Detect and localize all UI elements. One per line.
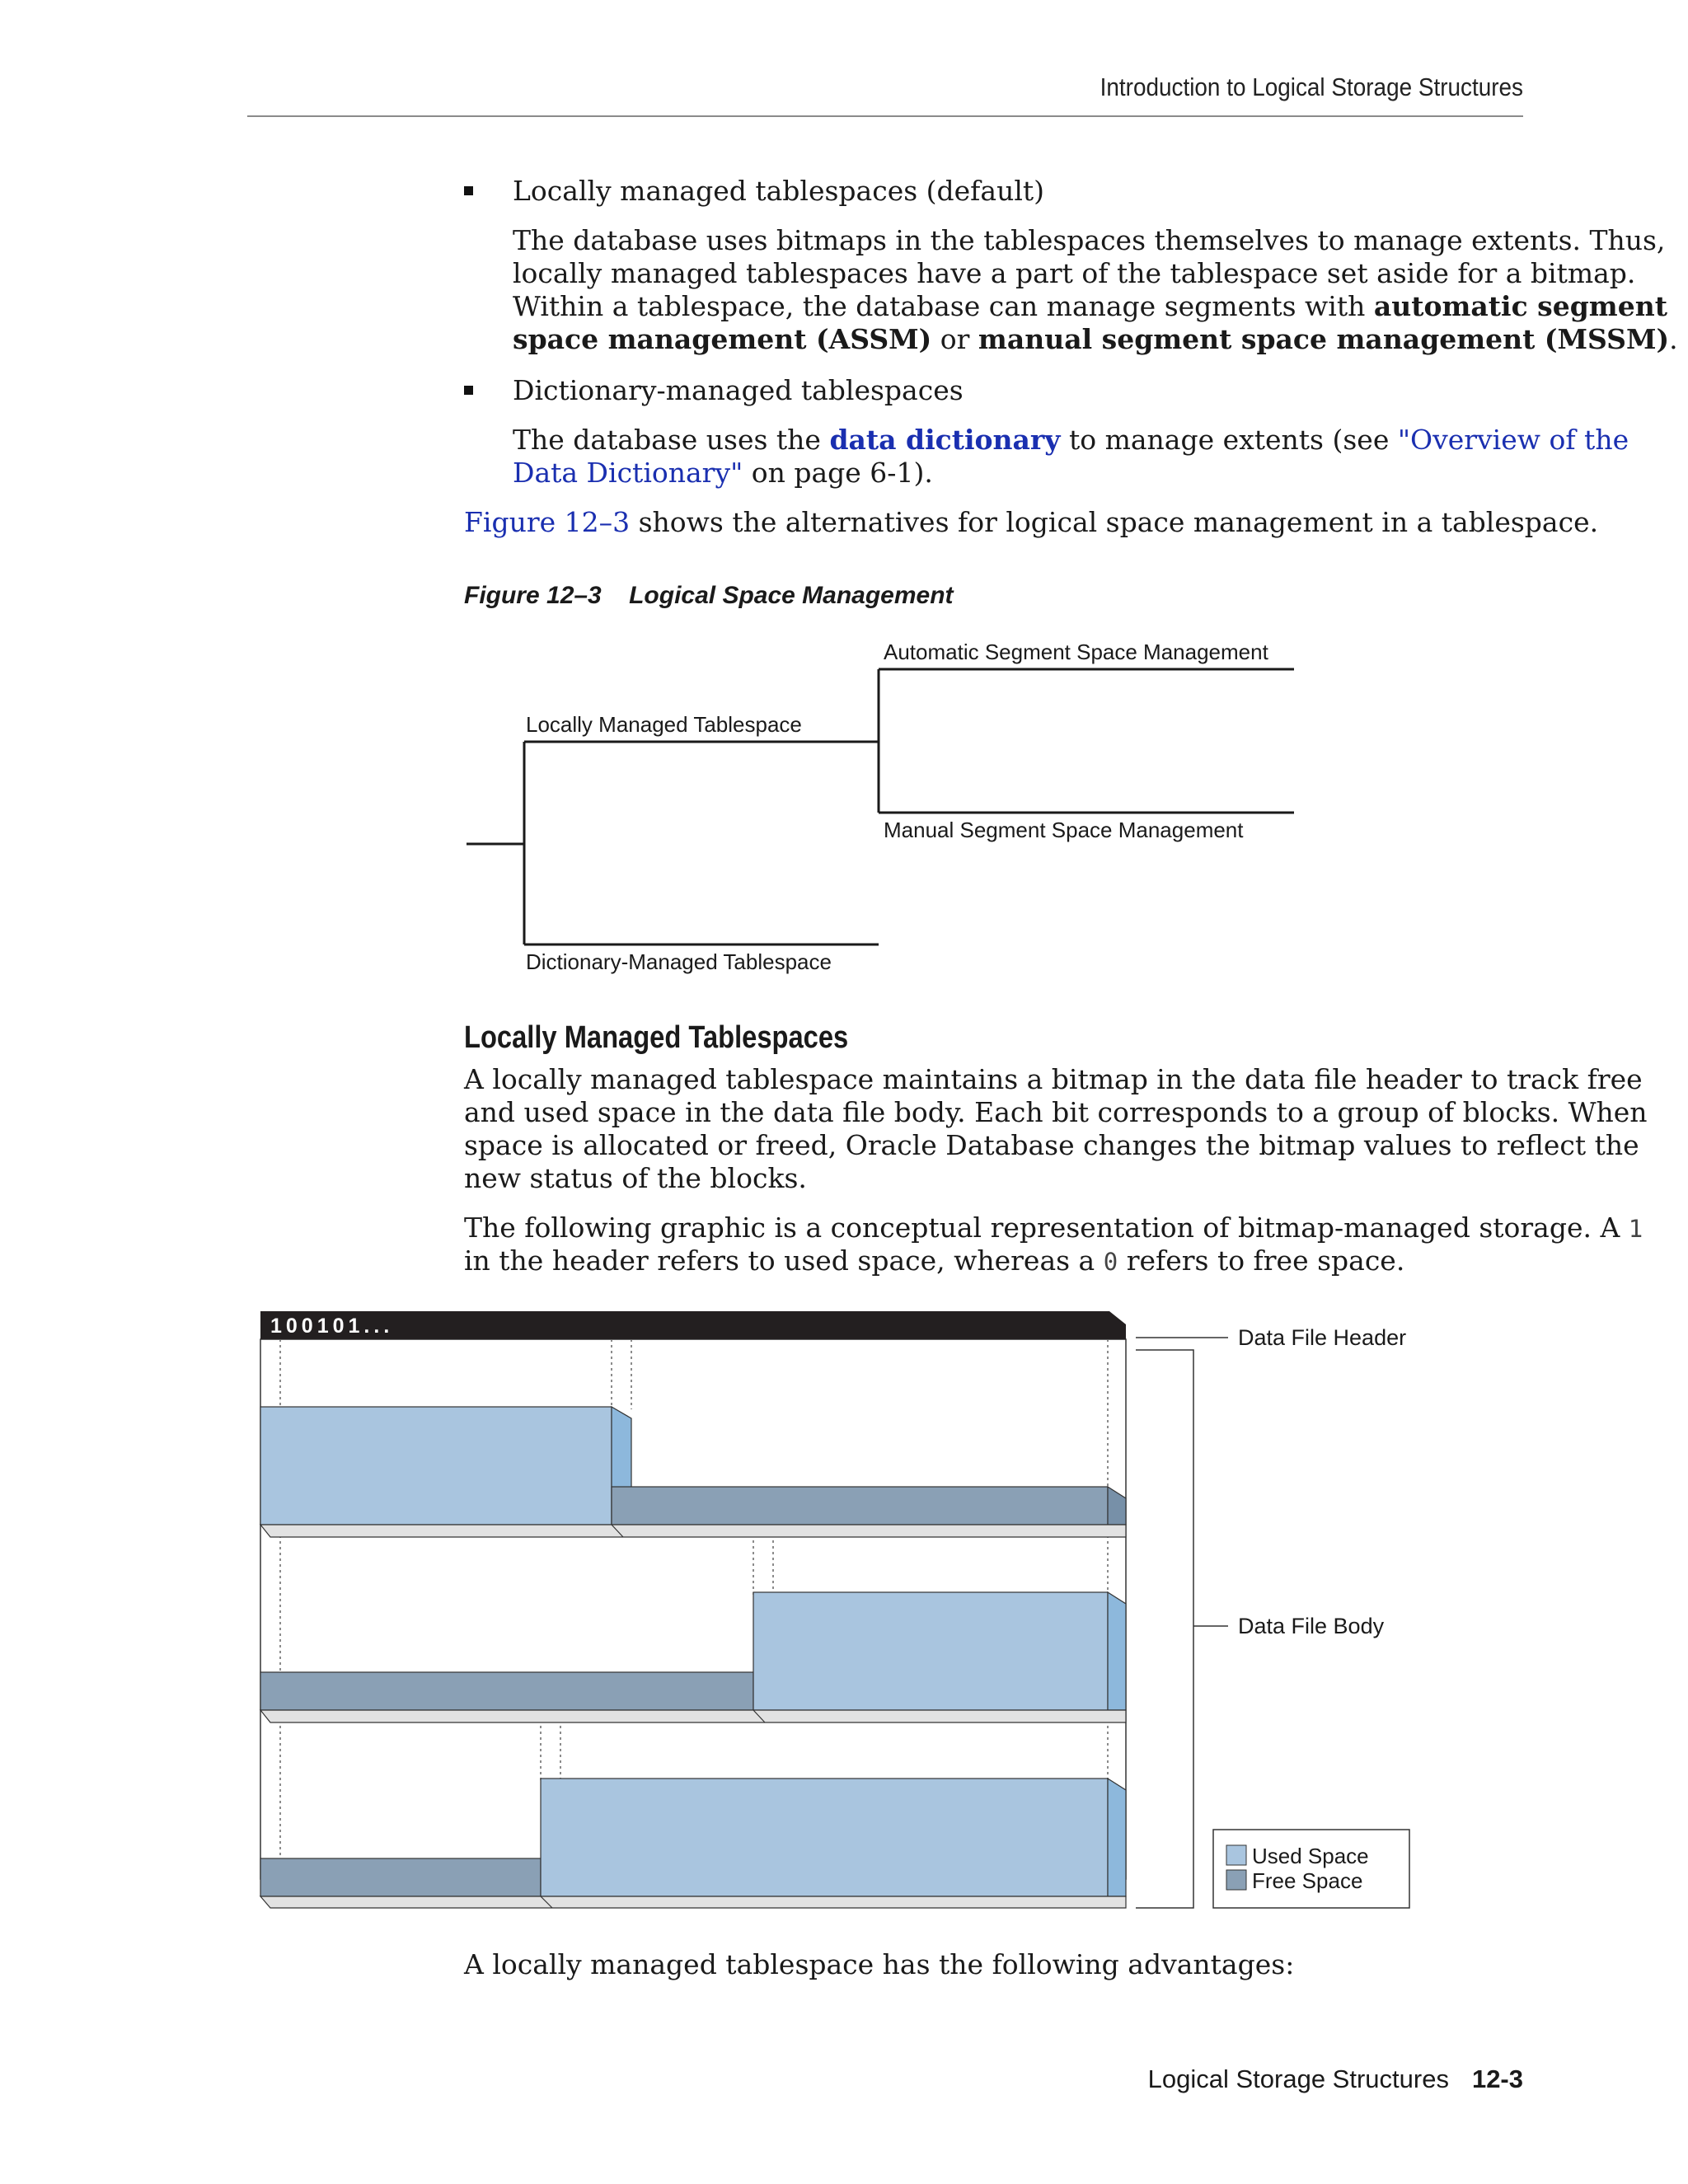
bitmap-value: 100101... — [270, 1315, 394, 1338]
body-text: on page 6-1). — [743, 457, 933, 489]
dmt-label: Dictionary-Managed Tablespace — [526, 949, 832, 974]
paragraph-line: A locally managed tablespace maintains a bitmap in the data file header to track free — [464, 1063, 1643, 1095]
body-text: in the header refers to used space, whereas a — [464, 1244, 1104, 1277]
used-space-block — [753, 1592, 1108, 1710]
data-dictionary-link[interactable]: data dictionary — [829, 424, 1061, 456]
list-item-body-line — [513, 290, 1667, 323]
section-floor — [260, 1525, 1126, 1537]
term-assm-bold: automatic segment — [1373, 290, 1667, 322]
used-space-block — [260, 1407, 612, 1525]
bullet-marker — [464, 386, 473, 395]
section-floor — [260, 1710, 1126, 1722]
assm-label: Automatic Segment Space Management — [884, 640, 1268, 664]
page-footer — [0, 2064, 1523, 2094]
used-space-block-side — [1108, 1779, 1126, 1896]
free-space-block — [612, 1487, 1108, 1525]
list-item-body-line — [513, 323, 1678, 356]
term-assm-bold: space management (ASSM) — [513, 323, 932, 355]
header-rule — [247, 115, 1523, 117]
section-floor — [260, 1896, 1126, 1908]
figure-caption — [464, 582, 954, 610]
paragraph-line — [464, 1244, 1404, 1278]
lmt-label: Locally Managed Tablespace — [526, 712, 802, 737]
body-text: Within a tablespace, the database can manage segments with — [513, 290, 1374, 322]
bitmap-storage-diagram — [247, 1306, 1418, 1916]
bullet-marker — [464, 186, 473, 195]
legend-free-swatch — [1226, 1870, 1246, 1890]
body-text: shows the alternatives for logical space management in a tablespace. — [630, 506, 1599, 538]
body-bracket — [1136, 1350, 1193, 1908]
used-space-block-side — [1108, 1592, 1126, 1710]
list-item-body-line: The database uses bitmaps in the tablespaces themselves to manage extents. Thus, — [513, 224, 1666, 256]
overview-data-dictionary-link[interactable]: "Overview of the — [1397, 424, 1629, 456]
figure-title: Logical Space Management — [629, 582, 954, 609]
figure-reference-paragraph — [464, 506, 1598, 539]
list-item-body-line — [513, 424, 1629, 457]
data-file-body-label: Data File Body — [1238, 1614, 1385, 1638]
page-number: 12-3 — [1471, 2064, 1523, 2093]
paragraph-line — [464, 1212, 1643, 1245]
body-text: to manage extents (see — [1060, 424, 1398, 456]
used-space-block — [541, 1779, 1108, 1896]
list-item-title: Dictionary-managed tablespaces — [513, 374, 964, 406]
figure-number: Figure 12–3 — [464, 582, 602, 609]
section-heading: Locally Managed Tablespaces — [464, 1020, 849, 1055]
body-text: The following graphic is a conceptual representation of bitmap-managed storage. A — [464, 1212, 1629, 1244]
list-item-body-line — [513, 457, 933, 490]
code-zero: 0 — [1103, 1248, 1118, 1276]
overview-data-dictionary-link[interactable]: Data Dictionary" — [513, 457, 743, 489]
footer-chapter-title: Logical Storage Structures — [1147, 2064, 1449, 2093]
legend-used-label: Used Space — [1252, 1844, 1369, 1868]
paragraph-line: new status of the blocks. — [464, 1162, 807, 1194]
legend-free-label: Free Space — [1252, 1868, 1363, 1893]
closing-paragraph: A locally managed tablespace has the following advantages: — [464, 1948, 1295, 1980]
legend-used-swatch — [1226, 1845, 1246, 1865]
paragraph-line: and used space in the data file body. Each bit corresponds to a group of blocks. When — [464, 1096, 1648, 1128]
list-item-title: Locally managed tablespaces (default) — [513, 175, 1045, 207]
logical-space-management-diagram — [462, 635, 1302, 981]
paragraph-line: space is allocated or freed, Oracle Database changes the bitmap values to reflect the — [464, 1129, 1639, 1161]
body-text: . — [1669, 323, 1678, 355]
body-text: or — [931, 323, 978, 355]
term-mssm-bold: manual segment space management (MSSM) — [978, 323, 1670, 355]
data-file-header-label: Data File Header — [1238, 1325, 1407, 1350]
figure-12-3-link[interactable]: Figure 12–3 — [464, 506, 631, 538]
free-space-block — [260, 1858, 541, 1896]
body-text: The database uses the — [513, 424, 830, 456]
running-header: Introduction to Logical Storage Structures — [1100, 73, 1523, 101]
body-text: refers to free space. — [1118, 1244, 1405, 1277]
list-item-body-line: locally managed tablespaces have a part of the tablespace set aside for a bitmap. — [513, 257, 1636, 289]
code-one: 1 — [1628, 1215, 1643, 1243]
free-space-block — [260, 1672, 753, 1710]
mssm-label: Manual Segment Space Management — [884, 818, 1244, 842]
